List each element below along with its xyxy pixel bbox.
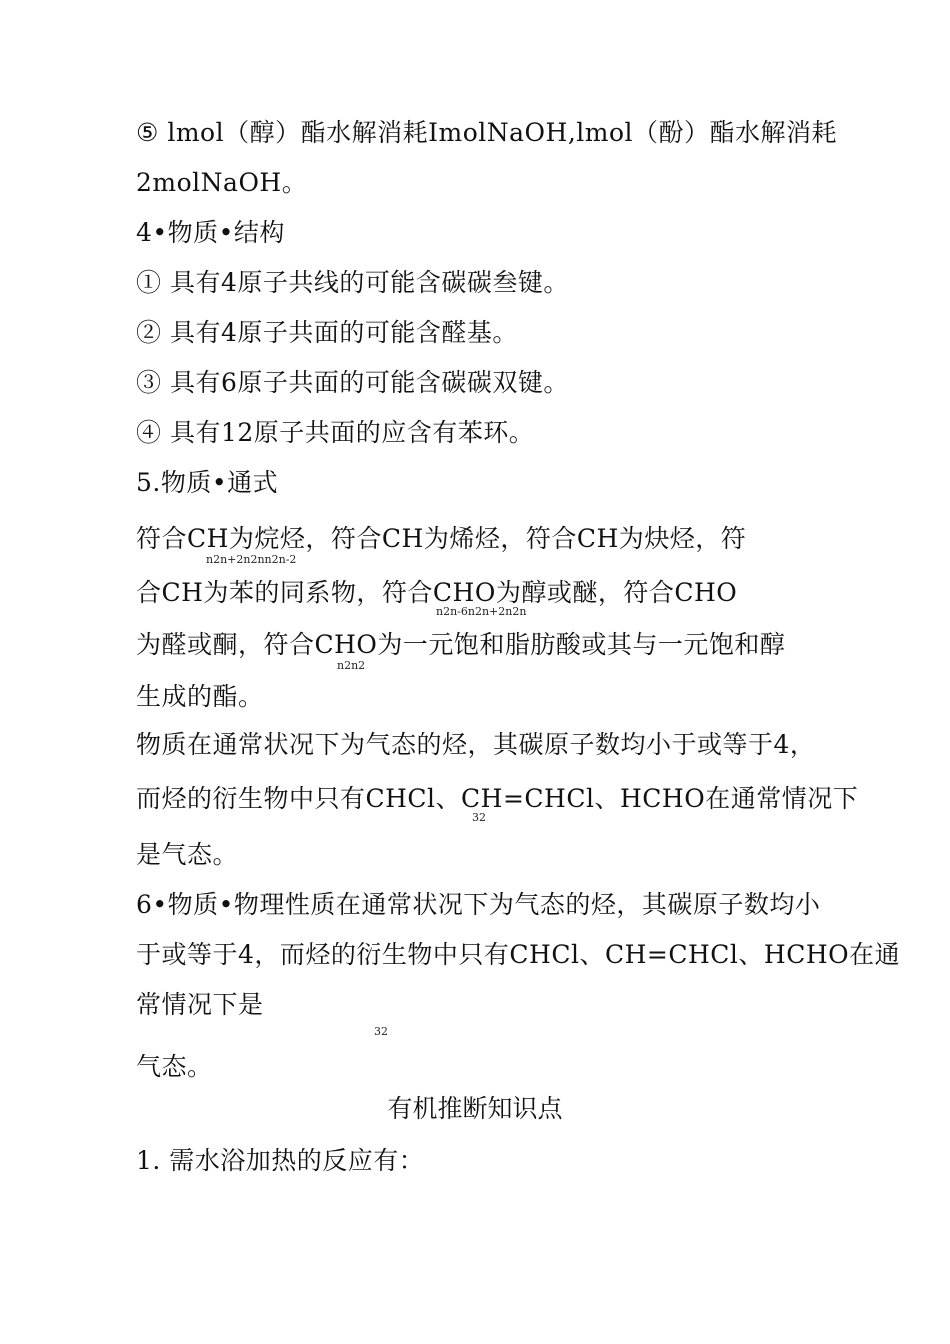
- subscript-line-formula-alkane: n2n+2n2nn2n-2: [206, 553, 297, 566]
- subscript-line-derivatives: 32: [472, 811, 486, 824]
- text-line-naoh: 2molNaOH。: [136, 168, 308, 197]
- text-line-formula-benzene: 合CH为苯的同系物，符合CHO为醇或醚，符合CHO: [136, 578, 738, 607]
- section-heading-physical-properties: 6•物质•物理性质在通常状况下为气态的烃，其碳原子数均小: [136, 890, 821, 919]
- section-title-organic-inference: 有机推断知识点: [387, 1094, 563, 1123]
- subscript-line-formula-benzene: n2n-6n2n+2n2n: [436, 605, 527, 618]
- text-line-gaseous-state: 气态。: [136, 1052, 213, 1081]
- text-line-gaseous: 是气态。: [136, 840, 239, 869]
- subscript-line-formula-aldehyde: n2n2: [337, 659, 366, 672]
- text-line-gaseous-hydrocarbon: 物质在通常状况下为气态的烃，其碳原子数均小于或等于4，: [136, 730, 816, 759]
- text-line-derivatives: 而烃的衍生物中只有CHCl、CH=CHCl、HCHO在通常情况下: [136, 784, 859, 813]
- section-heading-formula: 5.物质•通式: [136, 468, 279, 497]
- text-line-collinear: ① 具有4原子共线的可能含碳碳叁键。: [136, 268, 569, 297]
- text-line-normal-conditions: 常情况下是: [136, 990, 264, 1019]
- subscript-line-normal-conditions: 32: [374, 1025, 388, 1038]
- text-line-ester-hydrolysis: ⑤ lmol（醇）酯水解消耗ImolNaOH,lmol（酚）酯水解消耗: [136, 118, 838, 147]
- text-line-coplanar-double-bond: ③ 具有6原子共面的可能含碳碳双键。: [136, 368, 569, 397]
- text-line-physical-derivatives: 于或等于4，而烃的衍生物中只有CHCl、CH=CHCl、HCHO在通: [136, 940, 901, 969]
- section-heading-structure: 4•物质•结构: [136, 218, 285, 247]
- text-line-benzene-ring: ④ 具有12原子共面的应含有苯环。: [136, 418, 535, 447]
- text-line-coplanar-aldehyde: ② 具有4原子共面的可能含醛基。: [136, 318, 518, 347]
- list-item-water-bath: 1. 需水浴加热的反应有：: [136, 1146, 425, 1175]
- text-line-formula-aldehyde: 为醛或酮，符合CHO为一元饱和脂肪酸或其与一元饱和醇: [136, 630, 786, 659]
- text-line-ester: 生成的酯。: [136, 682, 264, 711]
- text-line-formula-alkane: 符合CH为烷烃，符合CH为烯烃，符合CH为炔烃，符: [136, 524, 747, 553]
